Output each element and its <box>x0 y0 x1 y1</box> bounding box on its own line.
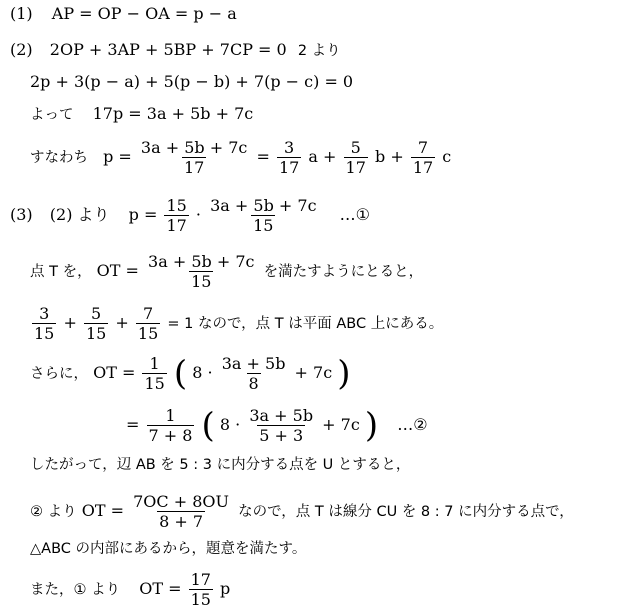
eq-2a: 2OP + 3AP + 5BP + 7CP = 0 <box>49 40 287 59</box>
den: 15 <box>190 590 211 609</box>
tail-3b: を満たすようにとると， <box>263 264 424 280</box>
num: 7OC + 8OU <box>133 492 229 511</box>
num: 5 <box>91 304 102 323</box>
term: a + <box>308 147 337 166</box>
eq-2b: 2p + 3(p − a) + 5(p − b) + 7(p − c) = 0 <box>30 72 354 91</box>
num: 7 <box>417 138 429 157</box>
left-paren: ( <box>201 405 215 446</box>
frac-2d-1 <box>139 138 249 177</box>
num: 7 <box>142 304 154 323</box>
den: 17 <box>412 158 434 177</box>
eq-1: AP = OP − OA = p − a <box>51 4 237 23</box>
num: 1 <box>149 354 160 373</box>
row-2b <box>30 72 353 92</box>
term: + 7c <box>322 415 360 434</box>
frac-3a-2 <box>208 196 318 235</box>
lhs-3a: p = <box>128 205 158 224</box>
right-paren: ) <box>364 405 379 446</box>
term: 8 · <box>219 415 241 434</box>
lhs-3b: OT = <box>96 261 139 280</box>
frac-3d-1 <box>142 354 166 393</box>
lead-3i: また，① より <box>30 582 121 598</box>
eq-tag-1: …① <box>339 205 370 224</box>
ref-3a: (2) より <box>49 205 110 224</box>
lhs-3g: OT = <box>81 501 124 520</box>
lhs-2d: p = <box>103 147 132 166</box>
equals: = <box>256 147 270 166</box>
num: 1 <box>165 406 176 425</box>
lead-2d: すなわち <box>30 150 88 166</box>
note-2a: 2 より <box>297 43 341 59</box>
num: 3a + 5b + 7c <box>210 196 317 215</box>
label-3: (3) <box>10 205 33 224</box>
den: 5 + 3 <box>259 426 304 445</box>
num: 3 <box>284 138 295 157</box>
eq-2c: 17p = 3a + 5b + 7c <box>92 104 254 123</box>
text-3f: したがって，辺 AB を 5 : 3 に内分する点を U とすると， <box>30 457 411 473</box>
row-3g <box>30 492 574 531</box>
row-3b <box>30 252 423 291</box>
eq-tag-2: …② <box>397 415 428 434</box>
num: 3a + 5b + 7c <box>148 252 255 271</box>
num: 3a + 5b + 7c <box>140 138 248 157</box>
den: 15 <box>253 216 274 235</box>
label-2: (2) <box>10 40 33 59</box>
term: + 7c <box>294 363 333 382</box>
den: 15 <box>85 324 107 343</box>
row-1 <box>10 4 237 24</box>
lhs-3d: OT = <box>93 363 136 382</box>
num: 3 <box>39 304 50 323</box>
row-2a <box>10 40 341 61</box>
frac-3c-1 <box>32 304 56 343</box>
tail-3i: p <box>220 579 231 598</box>
num: 3a + 5b <box>221 354 286 373</box>
frac-3b-1 <box>146 252 256 291</box>
row-3a <box>10 196 370 235</box>
term: 8 · <box>192 363 213 382</box>
den: 17 <box>183 158 205 177</box>
label-1: (1) <box>10 4 33 23</box>
row-3d <box>30 354 351 393</box>
den: 15 <box>191 272 212 291</box>
num: 15 <box>166 196 187 215</box>
frac-3i-1 <box>189 570 213 609</box>
frac-3c-3 <box>136 304 160 343</box>
row-3e <box>126 406 428 445</box>
row-3h <box>30 538 306 559</box>
frac-3e-2 <box>247 406 315 445</box>
frac-3a-1 <box>164 196 188 235</box>
den: 8 <box>248 374 259 393</box>
tail-3g: なので，点 T は線分 CU を 8 : 7 に内分する点で， <box>238 504 574 520</box>
den: 7 + 8 <box>148 426 193 445</box>
den: 17 <box>278 158 300 177</box>
plus: + <box>115 313 129 332</box>
lead-3b: 点 T を， <box>30 264 92 280</box>
right-paren: ) <box>337 353 351 394</box>
lhs-3e: = <box>126 415 140 434</box>
num: 3a + 5b <box>249 406 314 425</box>
den: 17 <box>345 158 366 177</box>
dot: · <box>195 205 201 224</box>
den: 15 <box>137 324 159 343</box>
lhs-3i: OT = <box>139 579 182 598</box>
term: c <box>442 147 452 166</box>
row-2d <box>30 138 451 177</box>
text-3h: △ABC の内部にあるから，題意を満たす。 <box>30 541 307 557</box>
frac-3g-1 <box>131 492 231 531</box>
den: 8 + 7 <box>159 512 203 531</box>
frac-2d-4 <box>411 138 435 177</box>
den: 15 <box>144 374 165 393</box>
row-2c <box>30 104 253 125</box>
frac-3e-1 <box>147 406 195 445</box>
num: 17 <box>190 570 211 589</box>
lead-3g: ② より <box>30 504 77 520</box>
left-paren: ( <box>173 353 188 394</box>
frac-3d-2 <box>220 354 288 393</box>
row-3i <box>30 570 230 609</box>
lead-2c: よって <box>30 107 74 123</box>
frac-2d-2 <box>277 138 301 177</box>
den: 15 <box>34 324 55 343</box>
row-3f <box>30 454 410 475</box>
den: 17 <box>166 216 187 235</box>
num: 5 <box>350 138 361 157</box>
lead-3d: さらに， <box>30 366 88 382</box>
tail-3c: = 1 なので，点 T は平面 ABC 上にある。 <box>167 316 444 332</box>
frac-2d-3 <box>344 138 368 177</box>
plus: + <box>63 313 77 332</box>
row-3c <box>30 304 443 343</box>
term: b + <box>374 147 404 166</box>
frac-3c-2 <box>84 304 108 343</box>
